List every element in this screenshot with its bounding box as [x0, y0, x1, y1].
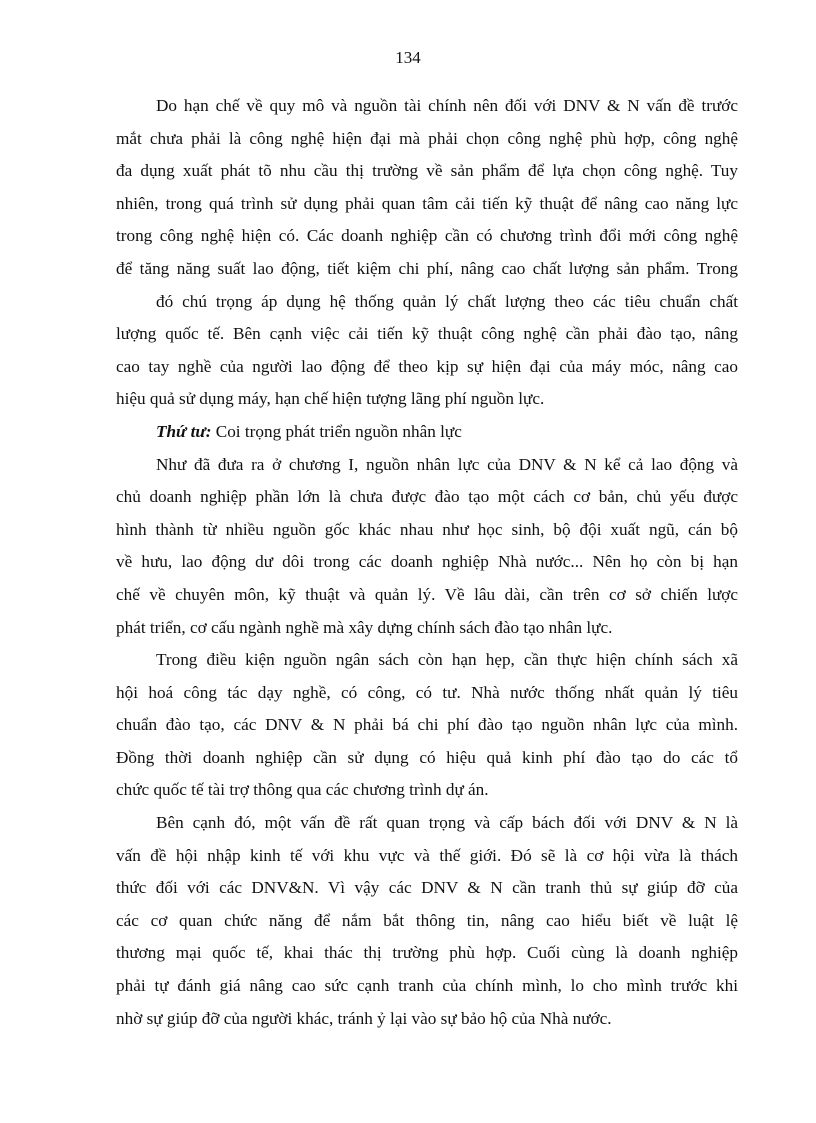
line-text: chức quốc tế tài trợ thông qua các chương trình dự án. [116, 780, 489, 800]
text-line [116, 579, 738, 612]
text-line [116, 905, 738, 938]
text-line [116, 677, 738, 710]
text-line [116, 546, 738, 579]
line-text: đa dụng xuất phát tõ nhu cầu thị trường về sản phẩm để lựa chọn công nghệ. Tuy [116, 161, 738, 181]
text-line [116, 351, 738, 384]
line-text: Do hạn chế về quy mô và nguồn tài chính nên đối với DNV & N vấn đề trước [156, 96, 738, 115]
line-text: phát triển, cơ cấu ngành nghề mà xây dựng chính sách đào tạo nhân lực. [116, 617, 613, 637]
line-text: thức đối với các DNV&N. Vì vậy các DNV & N cần tranh thủ sự giúp đỡ của [116, 878, 738, 898]
line-text: vấn đề hội nhập kinh tế với khu vực và thế giới. Đó sẽ là cơ hội vừa là thách [116, 845, 738, 865]
line-text: đó chú trọng áp dụng hệ thống quản lý chất lượng theo các tiêu chuẩn chất [156, 291, 738, 311]
text-line [116, 514, 738, 547]
text-line [116, 742, 738, 775]
text-line [116, 644, 738, 677]
text-line [116, 774, 738, 807]
line-text: Đồng thời doanh nghiệp cần sử dụng có hiệu quả kinh phí đào tạo do các tổ [116, 747, 738, 767]
text-line [116, 90, 738, 123]
line-text: hội hoá công tác dạy nghề, có công, có tư. Nhà nước thống nhất quản lý tiêu [116, 682, 738, 702]
line-text: chuẩn đào tạo, các DNV & N phải bá chi phí đào tạo nguồn nhân lực của mình. [116, 715, 738, 735]
text-line [116, 188, 738, 221]
text-line [116, 449, 738, 482]
text-line [116, 1003, 738, 1036]
line-text: nhiên, trong quá trình sử dụng phải quan tâm cải tiến kỹ thuật để nâng cao năng lực [116, 193, 738, 213]
text-line [116, 709, 738, 742]
line-text: phải tự đánh giá nâng cao sức cạnh tranh của chính mình, lo cho mình trước khi [116, 976, 738, 996]
text-line [116, 155, 738, 188]
line-text: cao tay nghề của người lao động để theo kịp sự hiện đại của máy móc, nâng cao [116, 356, 738, 376]
text-line [116, 937, 738, 970]
line-text: hình thành từ nhiều nguồn gốc khác nhau như học sinh, bộ đội xuất ngũ, cán bộ [116, 519, 738, 539]
line-text: chế về chuyên môn, kỹ thuật và quản lý. Về lâu dài, cần trên cơ sở chiến lược [116, 584, 738, 604]
line-text: mắt chưa phải là công nghệ hiện đại mà phải chọn công nghệ phù hợp, công nghệ [116, 128, 738, 148]
line-text: về hưu, lao động dư dôi trong các doanh nghiệp Nhà nước... Nên họ còn bị hạn [116, 552, 738, 572]
line-text: Bên cạnh đó, một vấn đề rất quan trọng và cấp bách đối với DNV & N là [156, 813, 738, 833]
line-text: trong công nghệ hiện có. Các doanh nghiệp cần có chương trình đổi mới công nghệ [116, 226, 738, 246]
text-line [116, 840, 738, 873]
line-text: lượng quốc tế. Bên cạnh việc cải tiến kỹ thuật công nghệ cần phải đào tạo, nâng [116, 324, 738, 344]
line-text: các cơ quan chức năng để nắm bắt thông tin, nâng cao hiểu biết về luật lệ [116, 910, 738, 930]
text-line [116, 481, 738, 514]
text-line [116, 253, 738, 286]
document-body [116, 90, 738, 1035]
line-text: nhờ sự giúp đỡ của người khác, tránh ỷ lại vào sự bảo hộ của Nhà nước. [116, 1008, 612, 1028]
text-line [116, 286, 738, 319]
text-line [116, 612, 738, 645]
section-lead: Thứ tư: [156, 421, 212, 441]
line-text: Như đã đưa ra ở chương I, nguồn nhân lực của DNV & N kể cả lao động và [156, 454, 738, 474]
line-text: hiệu quả sử dụng máy, hạn chế hiện tượng lãng phí nguồn lực. [116, 389, 545, 409]
line-text: chủ doanh nghiệp phần lớn là chưa được đào tạo một cách cơ bản, chủ yếu được [116, 487, 738, 507]
text-line [116, 220, 738, 253]
text-line [116, 123, 738, 156]
line-text: Coi trọng phát triển nguồn nhân lực [211, 421, 462, 441]
text-line [116, 970, 738, 1003]
page-number: 134 [395, 48, 421, 67]
line-text: Trong điều kiện nguồn ngân sách còn hạn hẹp, cần thực hiện chính sách xã [156, 650, 738, 670]
text-line [116, 807, 738, 840]
line-text: để tăng năng suất lao động, tiết kiệm chi phí, nâng cao chất lượng sản phẩm. Trong [116, 258, 738, 278]
line-text: thương mại quốc tế, khai thác thị trường phù hợp. Cuối cùng là doanh nghiệp [116, 943, 738, 963]
text-line [116, 318, 738, 351]
text-line [116, 383, 738, 416]
text-line [116, 872, 738, 905]
text-line [116, 416, 738, 449]
